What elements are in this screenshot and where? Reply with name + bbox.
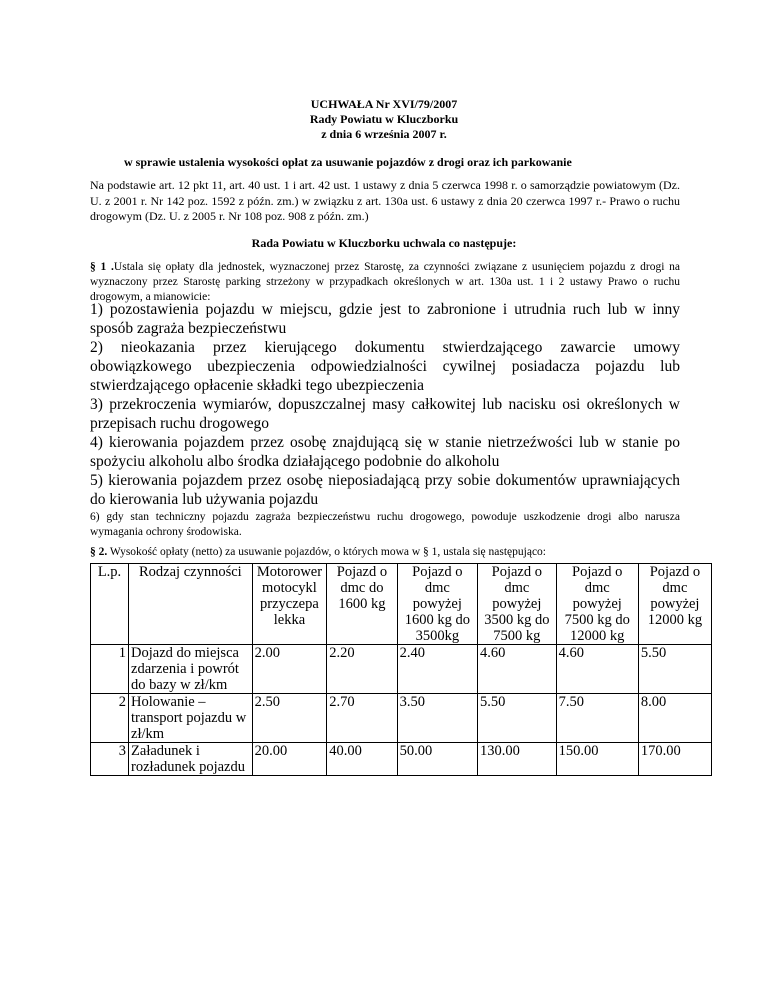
fee-value: 150.00 [556,743,638,776]
fee-value: 2.40 [397,645,477,694]
header-motorcycle: Motorower motocykl przyczepa lekka [252,564,327,645]
fee-value: 4.60 [478,645,557,694]
section-1-text: Ustala się opłaty dla jednostek, wyznaczonej przez Starostę, za czynności związane z usunięciem pojazdu z drogi na wyznaczony przez Starostę parking strzeżony w przypadkach określonych w art. 130a ust. 1 i 2 ustawy Prawo o ruchu drogowym, a mianowicie: [90,261,681,303]
fee-value: 4.60 [556,645,638,694]
resolution-statement: Rada Powiatu w Kluczborku uchwala co następuje: [251,236,517,250]
legal-basis: Na podstawie art. 12 pkt 11, art. 40 ust. 1 i art. 42 ust. 1 ustawy z dnia 5 czerwca 1998 r. o samorządzie powiatowym (Dz. U. z 2001 r. Nr 142 poz. 1592 z późn. zm.) w związku z art. 130a ust. 6 ustawy z dnia 20 czerwca 1997 r.- Prawo o ruchu drogowym (Dz. U. z 2005 r. Nr 108 poz. 908 z późn. zm.) [90,178,680,223]
section-1-item-3: 3) przekroczenia wymiarów, dopuszczalnej masy całkowitej lub nacisku osi określonych w przepisach ruchu drogowego [90,396,680,432]
section-2-label: § 2. [90,546,108,558]
fee-value: 2.20 [327,645,397,694]
fee-value: 2.00 [252,645,327,694]
activity-name: Dojazd do miejsca zdarzenia i powrót do bazy w zł/km [129,645,253,694]
row-number: 1 [91,645,129,694]
council-name: Rady Powiatu w Kluczborku [309,112,459,126]
fee-value: 170.00 [638,743,711,776]
fee-value: 7.50 [556,694,638,743]
section-1-item-5: 5) kierowania pojazdem przez osobę nieposiadającą przy sobie dokumentów uprawniających do kierowania lub używania pojazdu [90,472,680,508]
row-number: 3 [91,743,129,776]
resolution-subject: w sprawie ustalenia wysokości opłat za usuwanie pojazdów z drogi oraz ich parkowanie [124,155,572,169]
fee-value: 20.00 [252,743,327,776]
resolution-date: z dnia 6 września 2007 r. [321,127,447,141]
header-activity-type: Rodzaj czynności [129,564,253,645]
table-row [91,694,712,743]
header-dmc-1600: Pojazd o dmc do 1600 kg [327,564,397,645]
fee-table [90,563,712,776]
fee-value: 3.50 [397,694,477,743]
table-row [91,743,712,776]
section-1-item-2: 2) nieokazania przez kierującego dokumentu stwierdzającego zawarcie umowy obowiązkowego ubezpieczenia odpowiedzialności cywilnej posiadacza pojazdu lub stwierdzającego opłacenie składki tego ubezpieczenia [90,339,680,394]
header-dmc-7500: Pojazd o dmc powyżej 3500 kg do 7500 kg [478,564,557,645]
fee-value: 130.00 [478,743,557,776]
activity-name: Załadunek i rozładunek pojazdu [129,743,253,776]
section-2-text: Wysokość opłaty (netto) za usuwanie pojazdów, o których mowa w § 1, ustala się następująco: [107,546,547,558]
section-1-item-6: 6) gdy stan techniczny pojazdu zagraża bezpieczeństwu ruchu drogowego, powoduje uszkodzenie drogi albo narusza wymagania ochrony środowiska. [90,511,680,538]
table-header-row [91,564,712,645]
section-1-label: § 1 . [90,261,114,273]
section-1-intro [90,260,680,305]
header-dmc-over-12000: Pojazd o dmc powyżej 12000 kg [638,564,711,645]
section-1-item-1: 1) pozostawienia pojazdu w miejscu, gdzie jest to zabronione i utrudnia ruch lub w inny sposób zagraża bezpieczeństwu [90,301,680,337]
table-row [91,645,712,694]
header-dmc-12000: Pojazd o dmc powyżej 7500 kg do 12000 kg [556,564,638,645]
fee-value: 50.00 [397,743,477,776]
resolution-number: UCHWAŁA Nr XVI/79/2007 [310,97,458,111]
fee-value: 40.00 [327,743,397,776]
activity-name: Holowanie – transport pojazdu w zł/km [129,694,253,743]
fee-value: 2.70 [327,694,397,743]
section-2-intro [90,545,680,561]
header-dmc-3500: Pojazd o dmc powyżej 1600 kg do 3500kg [397,564,477,645]
section-1-item-4: 4) kierowania pojazdem przez osobę znajdującą się w stanie nietrzeźwości lub w stanie po spożyciu alkoholu albo środka działającego podobnie do alkoholu [90,434,680,470]
fee-value: 5.50 [478,694,557,743]
row-number: 2 [91,694,129,743]
fee-value: 2.50 [252,694,327,743]
fee-value: 5.50 [638,645,711,694]
header-lp: L.p. [91,564,129,645]
fee-value: 8.00 [638,694,711,743]
